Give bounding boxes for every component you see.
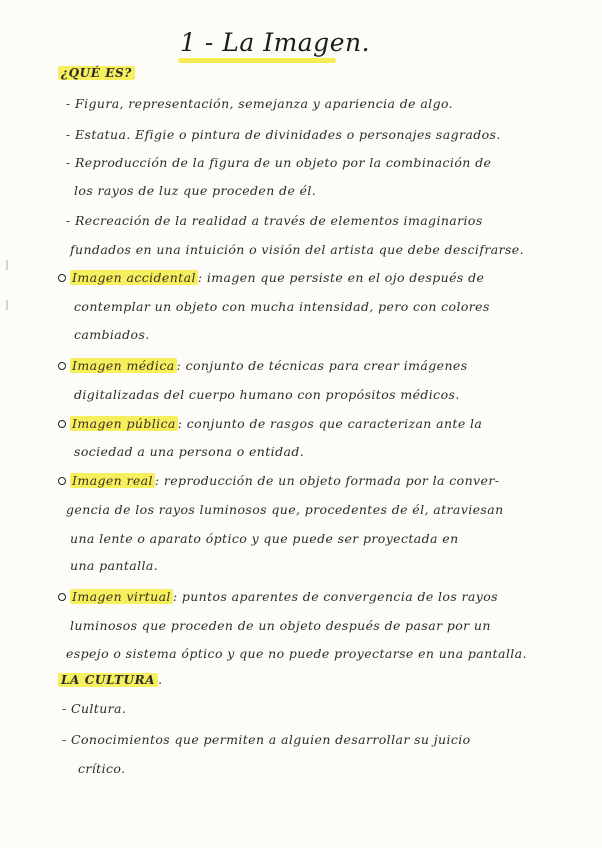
- definition-line: - Reproducción de la figura de un objeto por la combinación de: [66, 155, 492, 170]
- culture-line: crítico.: [78, 761, 126, 776]
- entry-text: : conjunto de técnicas para crear imágenes: [176, 358, 468, 373]
- bullet-icon: [58, 593, 66, 601]
- entry-line: gencia de los rayos luminosos que, procedentes de él, atraviesan: [66, 502, 504, 517]
- definition-line: fundados en una intuición o visión del artista que debe descifrarse.: [70, 242, 524, 257]
- entry-line: luminosos que proceden de un objeto después de pasar por un: [70, 618, 491, 633]
- definition-line: los rayos de luz que proceden de él.: [74, 183, 317, 198]
- page-title: 1 - La Imagen.: [180, 28, 371, 57]
- definition-line: - Recreación de la realidad a través de elementos imaginarios: [66, 213, 483, 228]
- entry-text: : imagen que persiste en el ojo después de: [197, 270, 485, 285]
- heading-period: .: [158, 672, 163, 687]
- margin-mark: [6, 260, 8, 270]
- bullet-icon: [58, 362, 66, 370]
- definition-line: - Estatua. Efigie o pintura de divinidades o personajes sagrados.: [66, 127, 501, 142]
- bullet-icon: [58, 477, 66, 485]
- margin-mark: [6, 300, 8, 310]
- entry-imagen-publica: [58, 416, 482, 431]
- entry-text: : conjunto de rasgos que caracterizan ante la: [177, 416, 483, 431]
- culture-line: - Cultura.: [62, 701, 127, 716]
- entry-line: espejo o sistema óptico y que no puede proyectarse en una pantalla.: [66, 646, 527, 661]
- section-la-cultura: [58, 672, 162, 687]
- entry-line: cambiados.: [74, 327, 150, 342]
- entry-line: digitalizadas del cuerpo humano con propósitos médicos.: [74, 387, 460, 402]
- entry-line: sociedad a una persona o entidad.: [74, 444, 305, 459]
- entry-imagen-medica: [58, 358, 468, 373]
- section-heading-que-es: ¿QUÉ ES?: [58, 66, 135, 80]
- entry-imagen-virtual: [58, 589, 498, 604]
- bullet-icon: [58, 274, 66, 282]
- entry-imagen-accidental: [58, 270, 484, 285]
- entry-term: Imagen médica: [72, 358, 175, 373]
- entry-line: una pantalla.: [70, 558, 159, 573]
- title-highlight: [178, 58, 336, 63]
- bullet-icon: [58, 420, 66, 428]
- entry-text: : reproducción de un objeto formada por la conver-: [154, 473, 500, 488]
- definition-line: - Figura, representación, semejanza y apariencia de algo.: [66, 96, 454, 111]
- section-heading-la-cultura: LA CULTURA: [58, 673, 158, 687]
- culture-line: - Conocimientos que permiten a alguien desarrollar su juicio: [62, 732, 471, 747]
- entry-line: contemplar un objeto con mucha intensidad, pero con colores: [74, 299, 490, 314]
- entry-text: : puntos aparentes de convergencia de los rayos: [172, 589, 498, 604]
- entry-line: una lente o aparato óptico y que puede ser proyectada en: [70, 531, 459, 546]
- entry-term: Imagen virtual: [72, 589, 171, 604]
- entry-term: Imagen real: [72, 473, 153, 488]
- entry-term: Imagen pública: [72, 416, 176, 431]
- entry-imagen-real: [58, 473, 499, 488]
- entry-term: Imagen accidental: [72, 270, 196, 285]
